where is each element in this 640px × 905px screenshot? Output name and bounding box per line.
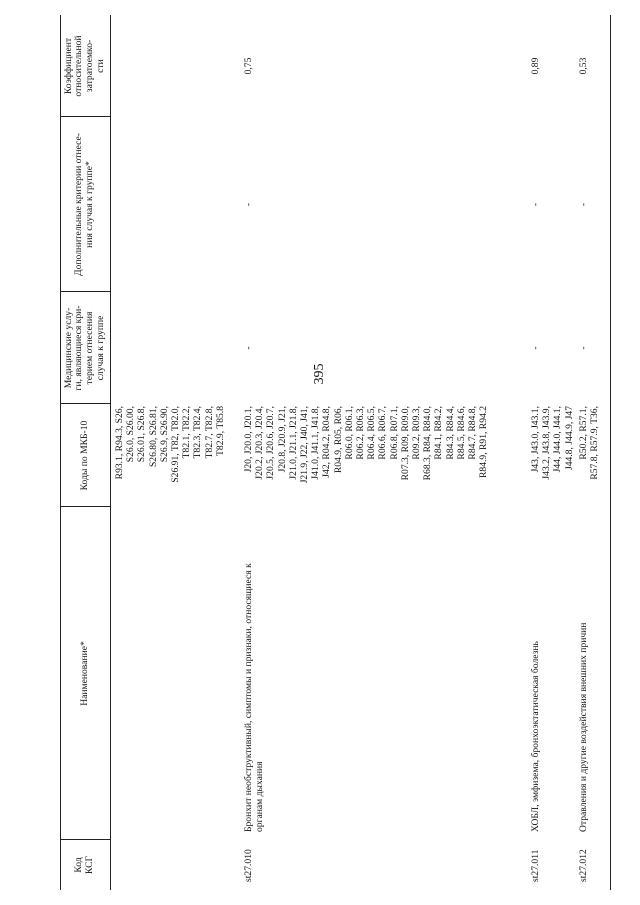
table-bottom-rule: [610, 15, 611, 890]
page-number: 395: [312, 363, 327, 385]
row-name: Бронхит необструктивный, симптомы и признаки, относящиеся к органам дыхания: [243, 563, 266, 832]
header-code: Код КСГ: [73, 855, 95, 875]
header-name: Наименование*: [78, 641, 90, 706]
row-mkb-codes: J20, J20.0, J20.1, J20.2, J20.3, J20.4, J20.5, J20.6, J20.7, J20.8, J20.9, J21, J21.0, J21.1, J21.8, J21.9, J22, J40, J41, J41.0, J41.1, J41.8, J42, R04.2, R04.8, R04.9, R05, R06, R06.0, R06.1, R06.2, R06.3, R06.4, R06.5, R06.6, R06.7, R06.8, R07.1, R07.3, R09, R09.0, R09.2, R09.3, R68.3, R84, R84.0, R84.1, R84.2, R84.3, R84.4, R84.5, R84.6, R84.7, R84.8, R84.9, R91, R94.2: [243, 406, 490, 484]
row-mkb-codes: J43, J43.0, J43.1, J43.2, J43.8, J43.9, J44, J44.0, J44.1, J44.8, J44.9, J47: [530, 406, 575, 480]
row-coefficient: 0,53: [578, 57, 589, 75]
continuation-codes: R93.1, R94.3, S26, S26.0, S26.00, S26.01, S26.8, S26.80, S26.81, S26.9, S26.90, S26.91, T82, T82.0, T82.1, T82.2, T82.3, T82.4, T82.7, T82.8, T82.9, T85.8: [114, 406, 226, 483]
row-name: Отравления и другие воздействия внешних причин: [578, 622, 589, 832]
row-name: ХОБЛ, эмфизема, бронхоэктатическая болезнь: [530, 641, 541, 832]
row-criteria: -: [243, 202, 254, 207]
row-coefficient: 0,75: [243, 57, 254, 75]
row-mkb-codes: R50.2, R57.1, R57.8, R57.9, T36,: [578, 406, 601, 480]
row-code: st27.011: [530, 849, 541, 882]
header-criteria: Дополнительные критерии отнесе- ния случая к группе*: [73, 133, 95, 276]
row-services: -: [578, 346, 589, 350]
header-mkb: Коды по МКБ-10: [78, 420, 90, 491]
row-criteria: -: [530, 202, 541, 207]
header-rule: [110, 15, 111, 890]
row-code: st27.012: [578, 849, 589, 882]
kcg-table: [60, 15, 610, 890]
header-coef: Коэффициент относительной затратоемко- сти: [62, 35, 106, 97]
header-services: Медицинские услу- ги, являющиеся кри- терием отнесения случая к группе: [62, 305, 106, 391]
row-code: st27.010: [243, 849, 254, 882]
row-services: -: [243, 346, 254, 350]
row-coefficient: 0,89: [530, 57, 541, 75]
row-services: -: [530, 346, 541, 350]
row-criteria: -: [578, 202, 589, 207]
